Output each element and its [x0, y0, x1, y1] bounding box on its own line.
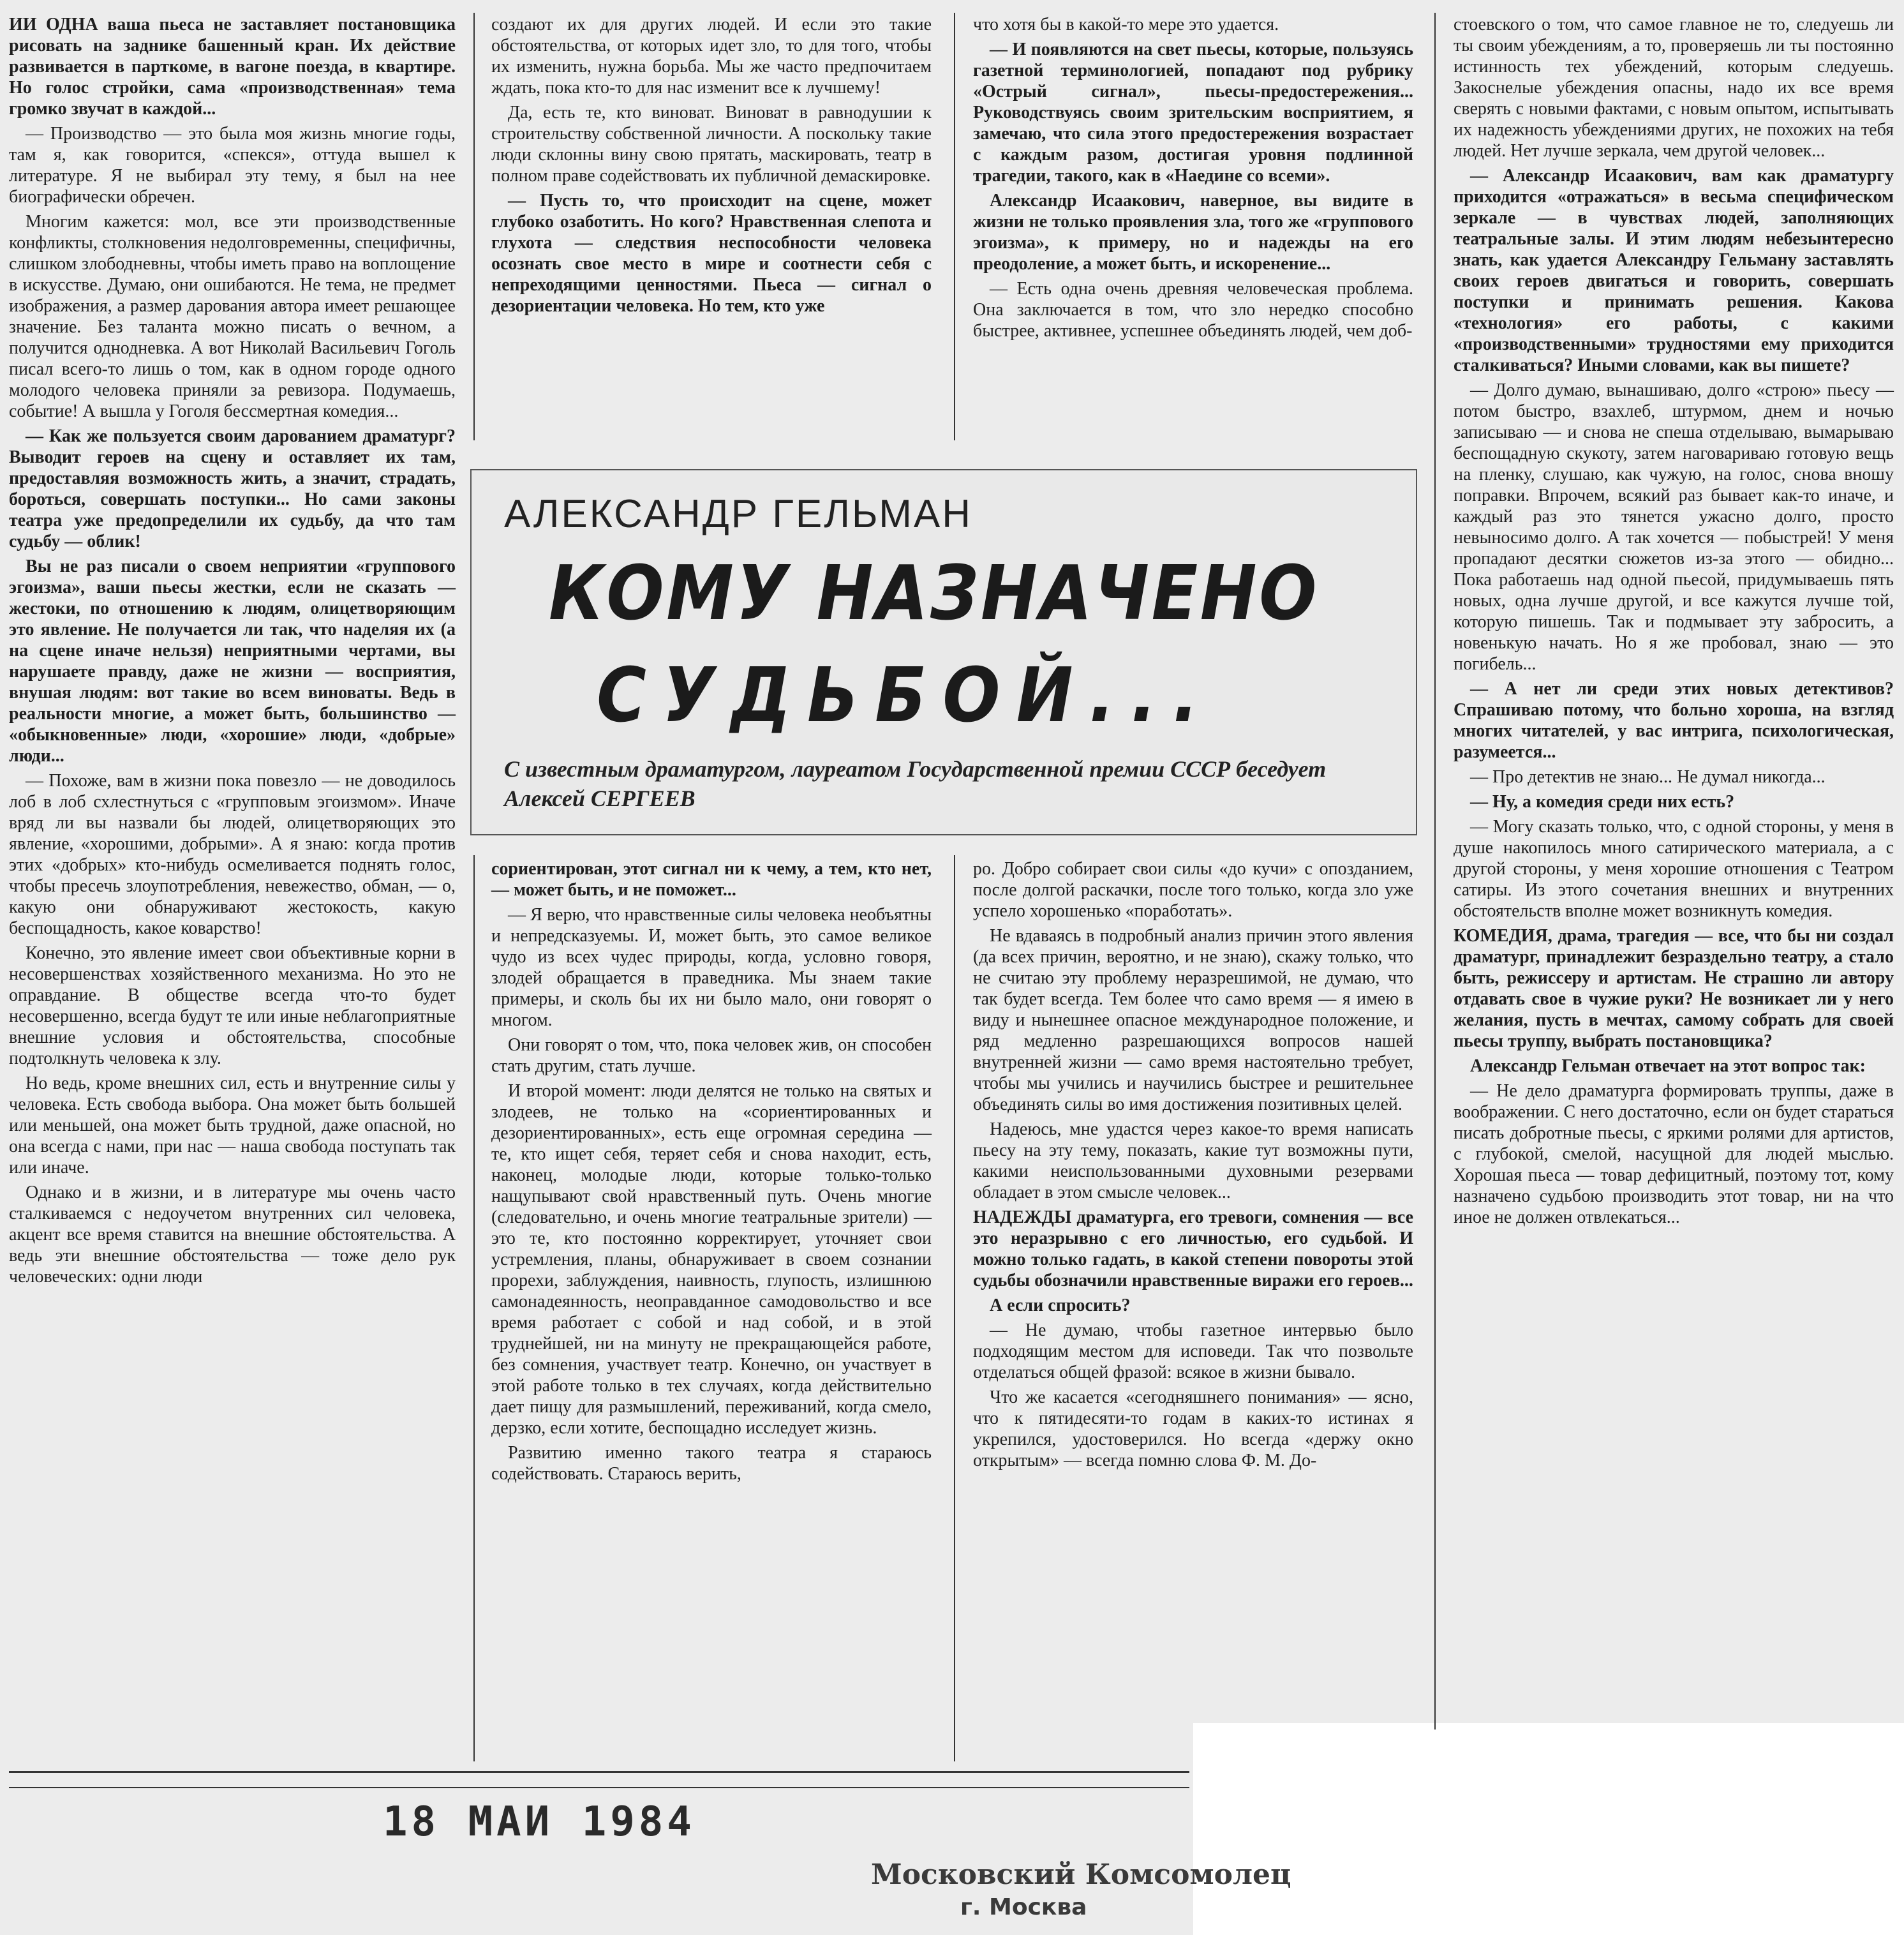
- article-paragraph: — Похоже, вам в жизни пока повезло — не доводилось лоб в лоб схлестнуться с «групповым эгоизмом». Иначе вряд ли вы назвали бы людей, олицетворяющих это явление, «хорошими, добрыми». А я знаю: когда против этих «добрых» кто-нибудь осмеливается поднять голос, чтобы пресечь злоупотребления, невежество, обман, — о, какую они обнаруживают жестокость, какую беспощадность, какое коварство!: [9, 771, 456, 938]
- interviewer-question: — Пусть то, что происходит на сцене, может глубоко озаботить. Но кого? Нравственная слепота и глухота — следствия неспособности человека осознать свое место в мире и соотнести себя с непреходящими ценностями. Пьеса — сигнал о дезориентации человека. Но тем, кто уже: [491, 191, 932, 316]
- article-paragraph: Но ведь, кроме внешних сил, есть и внутренние силы у человека. Есть свобода выбора. Она может быть большей или меньшей, она может быть трудной, даже опасной, но она всегда с нами, при нас — наша свобода поступать так или иначе.: [9, 1073, 456, 1177]
- article-column-6: [973, 858, 1413, 1475]
- city-stamp: г. Москва: [960, 1894, 1087, 1920]
- article-paragraph: что хотя бы в какой-то мере это удается.: [973, 15, 1279, 34]
- column-rule: [954, 13, 955, 440]
- article-paragraph: Конечно, это явление имеет свои объективные корни в несовершенствах хозяйственного механизма. Но это не оправдание. В обществе всегда что-то будет несовершенно, всегда будут те или иные неблагоприятные внешние условия и обстоятельства, способные подтолкнуть человека к злу.: [9, 943, 456, 1068]
- headline-line-1: КОМУ НАЗНАЧЕНО: [549, 549, 1320, 637]
- article-paragraph: Что же касается «сегодняшнего понимания» — ясно, что к пятидесяти-то годам в каких-то истинах я укрепился, удостоверился. Но всегда «держу окно открытым» — всегда помню слова Ф. М. До-: [973, 1387, 1413, 1470]
- article-column-1: [9, 14, 456, 1291]
- article-intro-question: ИИ ОДНА ваша пьеса не заставляет постановщика рисовать на заднике башенный кран. Их действие развивается в парткоме, в вагоне поезда, в квартире. Но голос стройки, сама «производственная» тема громко звучат в каждой...: [9, 15, 456, 119]
- headline-subtitle: С известным драматургом, лауреатом Государственной премии СССР беседует Алексей СЕРГЕЕВ: [504, 756, 1327, 811]
- article-column-4: [1454, 14, 1894, 1232]
- article-paragraph: Многим кажется: мол, все эти производственные конфликты, столкновения недолговременны, специфичны, слишком злободневны, чтобы иметь право на воплощение в искусстве. Думаю, они ошибаются. Не тема, не предмет изображения, а размер дарования автора имеет решающее значение. Без таланта можно писать о вечном, а получится однодневка. А вот Николай Васильевич Гоголь писал всего-то лишь о том, как в одном городе одного молодого человека приняли за ревизора. Подумаешь, событие! А вышла у Гоголя бессмертная комедия...: [9, 212, 456, 421]
- article-paragraph: создают их для других людей. И если это такие обстоятельства, от которых идет зло, то для того, чтобы их изменить, нужна борьба. Мы же часто предпочитаем ждать, пока кто-то для нас изменит все к лучшему!: [491, 15, 932, 98]
- article-paragraph: — Я верю, что нравственные силы человека необъятны и непредсказуемы. И, может быть, это самое великое чудо из всех чудес природы, когда, условно говоря, злодей обращается в праведника. Мы знаем такие примеры, и сколь бы их ни было мало, они говорят о многом.: [491, 905, 932, 1030]
- article-paragraph: Не вдаваясь в подробный анализ причин этого явления (да всех причин, вероятно, и не знаю), скажу только, что не считаю эту проблему неразрешимой, не думаю, что так будет всегда. Тем более что само время — я имею в виду и нынешнее опасное международное положение, и ряд медленно разрешающихся вопросов нашей внутренней жизни — само время настоятельно требует, чтобы мы учились и научились быстрее и решительнее объединять силы во имя достижения позитивных целей.: [973, 926, 1413, 1114]
- article-paragraph: — Не думаю, чтобы газетное интервью было подходящим местом для исповеди. Так что позвольте отделаться общей фразой: всякое в жизни бывало.: [973, 1320, 1413, 1382]
- article-column-5: [491, 858, 932, 1488]
- article-column-2: [491, 14, 932, 320]
- column-rule: [1434, 13, 1436, 1730]
- article-paragraph: — Про детектив не знаю... Не думал никогда...: [1470, 767, 1826, 787]
- interviewer-question: А если спросить?: [990, 1296, 1131, 1315]
- section-intro: НАДЕЖДЫ драматурга, его тревоги, сомнения — все это неразрывно с его личностью, его судьбой. И можно только гадать, в какой степени повороты этой судьбы обозначили нравственные виражи его героев...: [973, 1207, 1413, 1290]
- article-paragraph: Однако и в жизни, и в литературе мы очень часто сталкиваемся с недоучетом внутренних сил человека, акцент все время ставится на внешние обстоятельства. А ведь эти внешние обстоятельства — тоже дело рук человеческих: одни люди: [9, 1183, 456, 1287]
- date-stamp: 18 МАИ 1984: [383, 1798, 695, 1846]
- article-paragraph: стоевского о том, что самое главное не то, следуешь ли ты своим убеждениям, а то, проверяешь ли ты постоянно истинность тех убеждений, которым следуешь. Закоснелые убеждения опасны, надо их все время сверять с новыми фактами, с новым опытом, испытывать их надежность убеждениями других, не похожих на тебя людей. Нет лучше зеркала, чем другой человек...: [1454, 15, 1894, 161]
- author-name: АЛЕКСАНДР ГЕЛЬМАН: [504, 492, 972, 536]
- article-paragraph: — Могу сказать только, что, с одной стороны, у меня в душе накопилось много сатирического материала, а с другой стороны, у меня хорошие отношения с Театром сатиры. Из этого сочетания внешних и внутренних обстоятельств вполне может возникнуть комедия.: [1454, 817, 1894, 921]
- bottom-rule-secondary: [9, 1787, 1189, 1788]
- column-rule: [473, 13, 475, 440]
- article-paragraph: — Долго думаю, вынашиваю, долго «строю» пьесу — потом быстро, взахлеб, штурмом, днем и ночью записываю — и снова не спеша отделываю, вымарываю беспощадную скукоту, затем наговариваю готовую вещь на пленку, слушаю, как чужую, на голос, снова вношу поправки. Впрочем, всякий раз бывает как-то иначе, и каждый раз это тянется ужасно долго, просто невыносимо долго. А так хочется — побыстрей! У меня пропадают десятки сюжетов из-за этого — обидно... Пока работаешь над одной пьесой, придумываешь пять новых, одна лучше другой, и все кажутся лучше той, которую пишешь. Так и подмывает эту забросить, а новенькую начать. Но я же пробовал, знаю — это погибель...: [1454, 380, 1894, 674]
- interviewer-question: сориентирован, этот сигнал ни к чему, а тем, кто нет, — может быть, и не поможет...: [491, 859, 932, 900]
- interviewer-question: — Как же пользуется своим дарованием драматург? Выводит героев на сцену и оставляет их там, предоставляя возможность жить, а значит, страдать, бороться, совершать поступки... Но сами законы театра уже предопределили их судьбу, да что там судьбу — облик!: [9, 426, 456, 551]
- newspaper-stamp: Московский Комсомолец: [871, 1858, 1291, 1891]
- column-rule: [473, 855, 475, 1761]
- headline-line-2: СУДЬБОЙ...: [597, 651, 1215, 739]
- article-paragraph: Да, есть те, кто виноват. Виноват в равнодушии к строительству собственной личности. А поскольку такие люди склонны вину свою прятать, маскировать, театр в полном праве содействовать их публичной демаскировке.: [491, 103, 932, 186]
- interviewer-note: Александр Гельман отвечает на этот вопрос так:: [1470, 1056, 1866, 1076]
- article-paragraph: Они говорят о том, что, пока человек жив, он способен стать другим, стать лучше.: [491, 1035, 932, 1076]
- section-intro: КОМЕДИЯ, драма, трагедия — все, что бы ни создал драматург, принадлежит безраздельно театру, а стало быть, режиссеру и артистам. Не страшно ли автору отдавать свое в чужие руки? Не возникает ли у него желания, пусть в мечтах, самому собрать для своей пьесы труппу, выбрать постановщика?: [1454, 926, 1894, 1051]
- interviewer-question: Александр Исаакович, наверное, вы видите в жизни не только проявления зла, того же «группового эгоизма», к примеру, но и надежды на его преодоление, а может быть, и искоренение...: [973, 191, 1413, 274]
- article-column-3: [973, 14, 1413, 345]
- clipping-cut-area: [1193, 1723, 1904, 1935]
- interviewer-question: Вы не раз писали о своем неприятии «группового эгоизма», ваши пьесы жестки, если не сказать — жестоки, по отношению к людям, олицетворяющим это явление. Не получается ли так, что наделяя их (а на сцене иначе нельзя) неприятными чертами, вы нарушаете правду, даже не жизни — восприятия, внушая людям: вот такие во всем виноваты. Ведь в реальности многие, а может быть, большинство — «обыкновенные» люди, «хорошие» люди, «добрые» люди...: [9, 557, 456, 766]
- interviewer-question: — Александр Исаакович, вам как драматургу приходится «отражаться» в весьма специфическом зеркале — в чувствах людей, заполняющих театральные залы. И этим людям небезынтересно знать, как удается Александру Гельману заставлять своих героев двигаться и говорить, совершать поступки и принимать решения. Какова «технология» его работы, с какими «производственными» трудностями ему приходится сталкиваться? Иными словами, как вы пишете?: [1454, 166, 1894, 375]
- article-paragraph: — Есть одна очень древняя человеческая проблема. Она заключается в том, что зло нередко способно быстрее, активнее, успешнее объединять людей, чем доб-: [973, 279, 1413, 341]
- article-paragraph: — Производство — это была моя жизнь многие годы, там я, как говорится, «спекся», оттуда вышел к литературе. Я не выбирал эту тему, я был на нее биографически обречен.: [9, 124, 456, 207]
- article-paragraph: И второй момент: люди делятся не только на святых и злодеев, не только на «сориентированных и дезориентированных», есть еще огромная середина — те, кто ищет себя, теряет себя и снова находит, есть, наконец, молодые люди, которые только-только нащупывают свой нравственный путь. Очень многие (следовательно, и очень многие театральные зрители) — это те, кто постоянно корректирует, уточняет свои устремления, планы, обнаруживает в своем сознании прорехи, заблуждения, наивность, глупость, излишнюю самонадеянность, неоправданное самодовольство и все время работает с собой и над собой, и в этой труднейшей, ни на минуту не прекращающейся работе, без сомнения, участвует театр. Конечно, он участвует в этой работе только в тех случаях, когда действительно дает пищу для размышлений, переживаний, когда смело, дерзко, если хотите, беспощадно исследует жизнь.: [491, 1081, 932, 1438]
- interviewer-question: — И появляются на свет пьесы, которые, пользуясь газетной терминологией, попадают под рубрику «Острый сигнал», пьесы-предостережения... Руководствуясь своим зрительским восприятием, я замечаю, что сила этого предостережения возрастает с каждым разом, достигая уровня подлинной трагедии, такого, как в «Наедине со всеми».: [973, 40, 1413, 186]
- article-paragraph: Развитию именно такого театра я стараюсь содействовать. Стараюсь верить,: [491, 1443, 932, 1484]
- article-paragraph: ро. Добро собирает свои силы «до кучи» с опозданием, после долгой раскачки, после того только, когда зло уже успело хорошенько «поработать».: [973, 859, 1413, 921]
- article-paragraph: Надеюсь, мне удастся через какое-то время написать пьесу на эту тему, показать, какие тут возможны пути, какими неиспользованными духовными резервами обладает в этом смысле человек...: [973, 1119, 1413, 1202]
- column-rule: [954, 855, 955, 1761]
- bottom-rule: [9, 1771, 1189, 1773]
- interviewer-question: — А нет ли среди этих новых детективов? Спрашиваю потому, что больно хороша, на взгляд многих читателей, у вас интрига, психологическая, разумеется...: [1454, 679, 1894, 762]
- article-paragraph: — Не дело драматурга формировать труппы, даже в воображении. С него достаточно, если он будет стараться писать добротные пьесы, с яркими ролями для артистов, с глубокой, смелой, насущной для людей мыслью. Хорошая пьеса — товар дефицитный, поэтому тот, кому назначено судьбою производить этот товар, ни на что иное не должен отвлекаться...: [1454, 1081, 1894, 1227]
- interviewer-question: — Ну, а комедия среди них есть?: [1470, 792, 1735, 812]
